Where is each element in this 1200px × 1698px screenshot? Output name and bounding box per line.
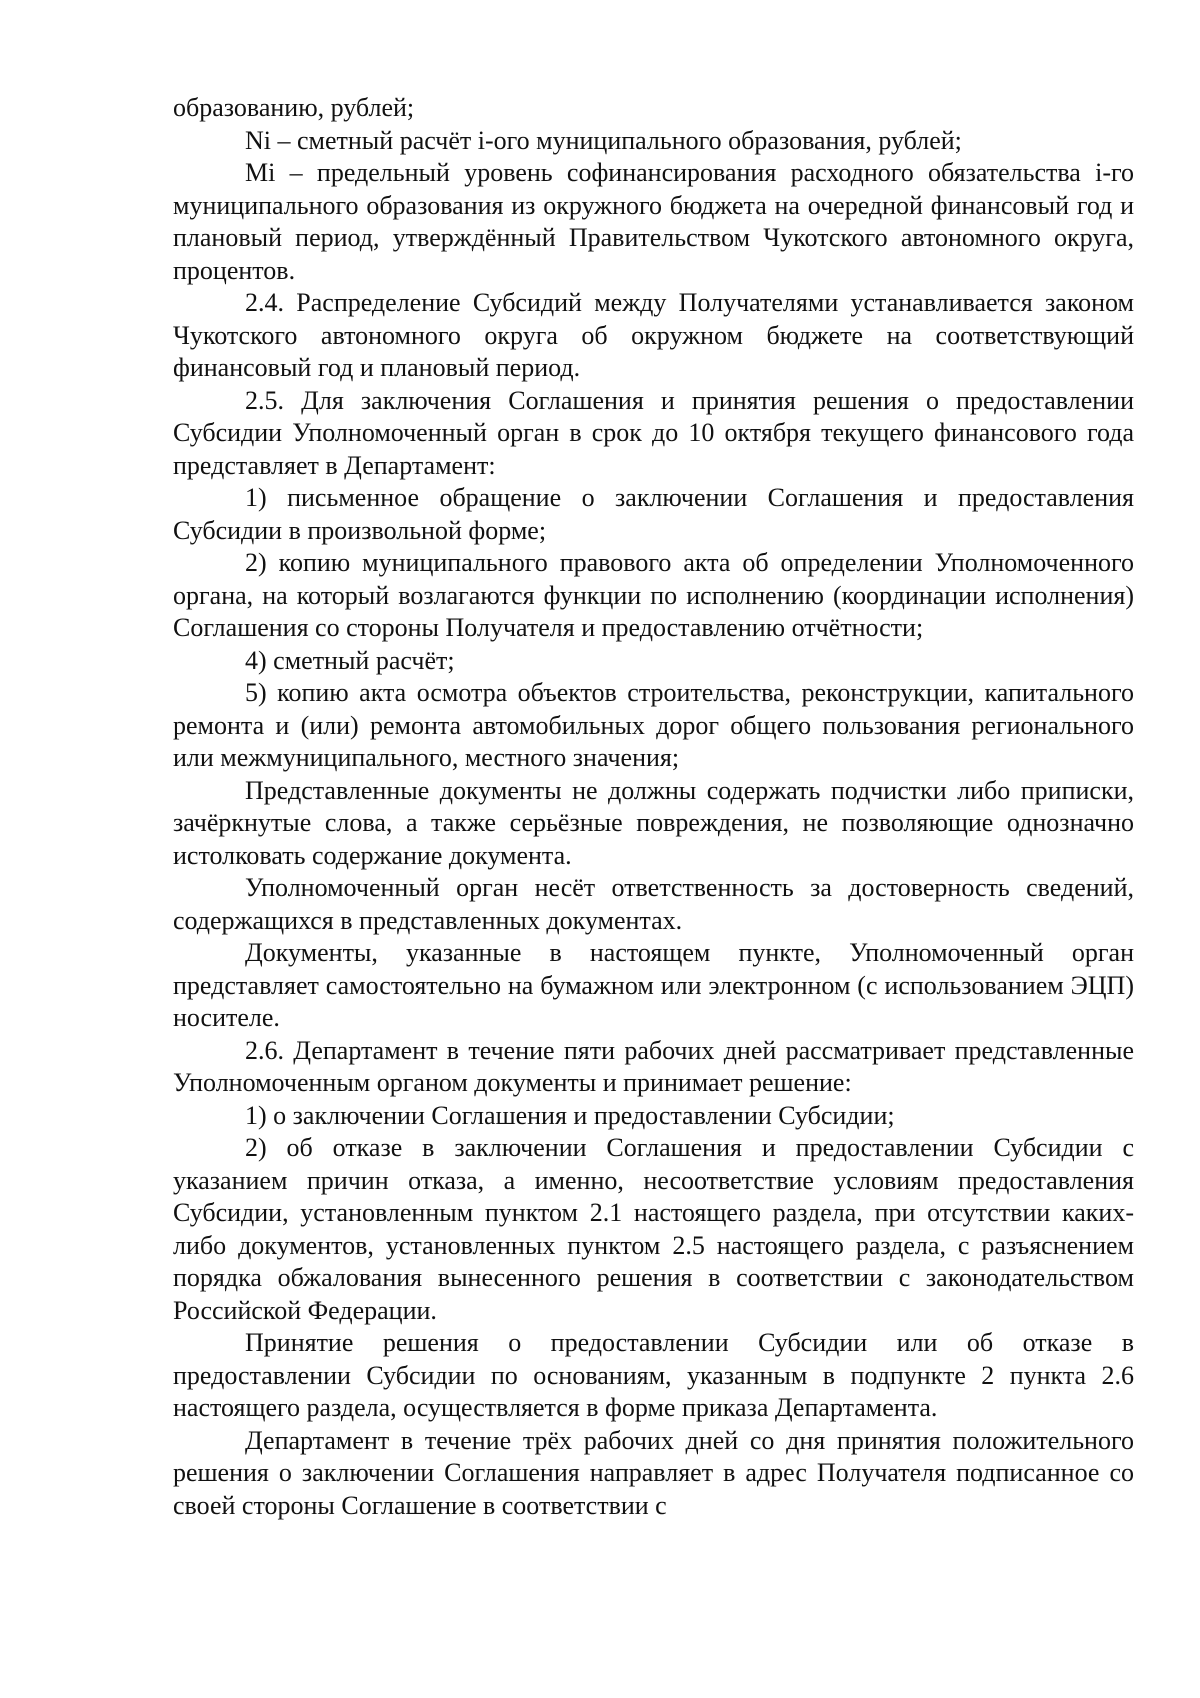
paragraph: Уполномоченный орган несёт ответственность за достоверность сведений, содержащихся в представленных документах. [173, 873, 1134, 935]
paragraph: 1) о заключении Соглашения и предоставлении Субсидии; [245, 1100, 895, 1130]
paragraph: Принятие решения о предоставлении Субсидии или об отказе в предоставлении Субсидии по основаниям, указанным в подпункте 2 пункта 2.6 настоящего раздела, осуществляется в форме приказа Департамента. [173, 1328, 1134, 1422]
paragraph: 2.5. Для заключения Соглашения и принятия решения о предоставлении Субсидии Уполномоченный орган в срок до 10 октября текущего финансового года представляет в Департамент: [173, 385, 1134, 480]
paragraph: Ni – сметный расчёт i-ого муниципального образования, рублей; [245, 125, 962, 155]
paragraph: Департамент в течение трёх рабочих дней со дня принятия положительного решения о заключении Соглашения направляет в адрес Получателя подписанное со своей стороны Соглашение в соответствии с [173, 1425, 1134, 1520]
paragraph: 4) сметный расчёт; [245, 645, 455, 675]
paragraph: Представленные документы не должны содержать подчистки либо приписки, зачёркнутые слова, а также серьёзные повреждения, не позволяющие однозначно истолковать содержание документа. [173, 775, 1134, 870]
paragraph: Документы, указанные в настоящем пункте, Уполномоченный орган представляет самостоятельно на бумажном или электронном (с использованием ЭЦП) носителе. [173, 938, 1134, 1032]
paragraph: 5) копию акта осмотра объектов строительства, реконструкции, капитального ремонта и (или) ремонта автомобильных дорог общего пользования регионального или межмуниципального, местного значения; [173, 678, 1134, 772]
paragraph: 2) копию муниципального правового акта об определении Уполномоченного органа, на который возлагаются функции по исполнению (координации исполнения) Соглашения со стороны Получателя и предоставлению отчётности; [173, 548, 1134, 642]
paragraph: 2.4. Распределение Субсидий между Получателями устанавливается законом Чукотского автономного округа об окружном бюджете на соответствующий финансовый год и плановый период. [173, 288, 1134, 382]
paragraph: Mi – предельный уровень софинансирования расходного обязательства i-го муниципального образования из окружного бюджета на очередной финансовый год и плановый период, утверждённый Правительством Чукотского автономного округа, процентов. [173, 158, 1134, 285]
document-page [173, 92, 1134, 1522]
paragraph: 2) об отказе в заключении Соглашения и предоставлении Субсидии с указанием причин отказа, а именно, несоответствие условиям предоставления Субсидии, установленным пунктом 2.1 настоящего раздела, при отсутствии каких-либо документов, установленных пунктом 2.5 настоящего раздела, с разъяснением порядка обжалования вынесенного решения в соответствии с законодательством Российской Федерации. [173, 1133, 1134, 1325]
paragraph: 1) письменное обращение о заключении Соглашения и предоставления Субсидии в произвольной форме; [173, 483, 1134, 545]
paragraph: образованию, рублей; [173, 93, 415, 122]
paragraph: 2.6. Департамент в течение пяти рабочих дней рассматривает представленные Уполномоченным органом документы и принимает решение: [173, 1035, 1134, 1097]
